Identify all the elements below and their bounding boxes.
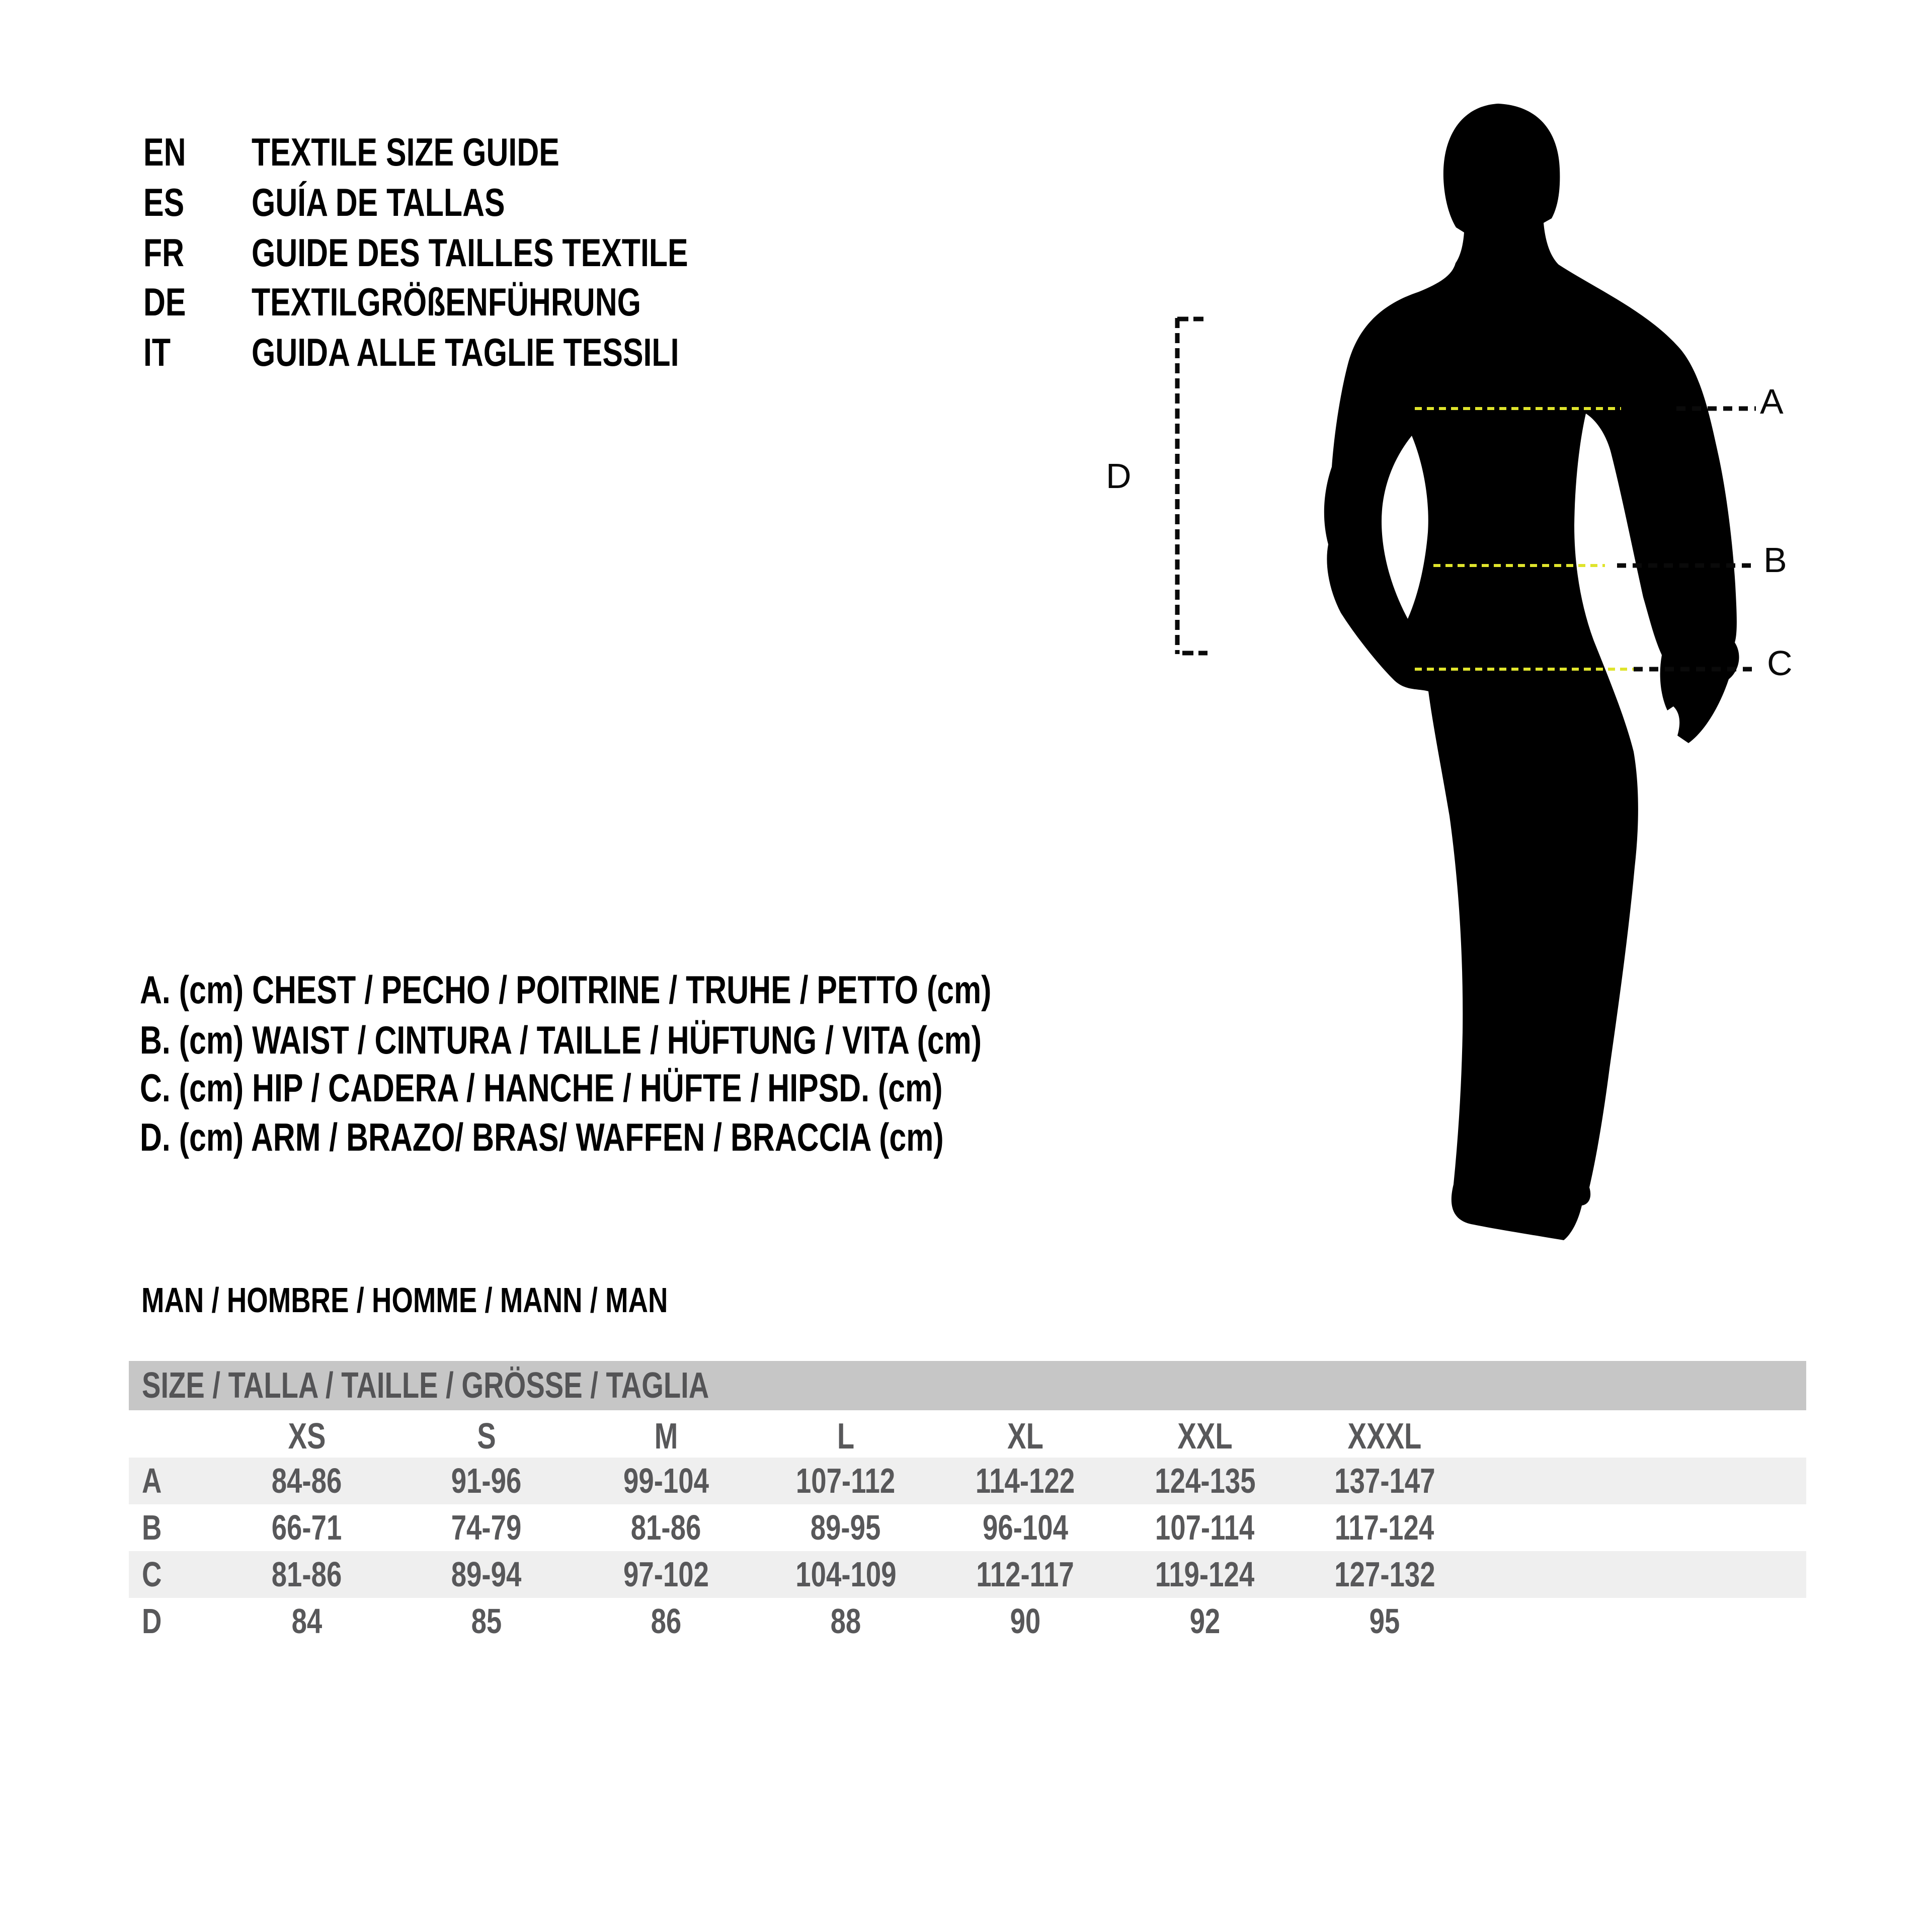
cell-d-m: 86	[651, 1601, 682, 1641]
cell-d-xxxl: 95	[1369, 1601, 1400, 1641]
cell-d-s: 85	[471, 1601, 502, 1641]
chest-label-a: A	[1760, 382, 1784, 421]
man-silhouette	[1324, 104, 1739, 1240]
size-table-header-bar	[129, 1361, 1806, 1410]
language-code: FR	[143, 230, 185, 275]
size-table-header-label: SIZE / TALLA / TAILLE / GRÖSSE / TAGLIA	[142, 1365, 709, 1406]
column-header-m: M	[654, 1416, 678, 1457]
table-row-hip	[129, 1551, 1806, 1598]
cell-d-xl: 90	[1010, 1601, 1041, 1641]
table-row-arm	[129, 1598, 1806, 1645]
measurement-line-waist: B. (cm) WAIST / CINTURA / TAILLE / HÜFTUNG / VITA (cm)	[140, 1018, 982, 1062]
language-row-en	[143, 132, 848, 172]
language-row-de	[143, 280, 848, 324]
language-code: EN	[143, 130, 186, 174]
cell-d-xxl: 92	[1189, 1601, 1221, 1641]
measurement-line-chest: A. (cm) CHEST / PECHO / POITRINE / TRUHE / PETTO (cm)	[140, 968, 992, 1012]
cell-c-xs: 81-86	[272, 1555, 342, 1594]
cell-a-m: 99-104	[623, 1461, 709, 1500]
cell-b-xxxl: 117-124	[1335, 1508, 1434, 1547]
measurement-line-hip: C. (cm) HIP / CADERA / HANCHE / HÜFTE / HIPSD. (cm)	[140, 1066, 943, 1110]
language-row-es	[143, 180, 848, 224]
cell-b-m: 81-86	[631, 1508, 701, 1547]
waist-label-b: B	[1763, 540, 1787, 580]
table-row-waist	[129, 1504, 1806, 1551]
language-guide-title: TEXTILE SIZE GUIDE	[252, 130, 559, 174]
column-header-l: L	[837, 1416, 855, 1457]
cell-d-l: 88	[830, 1601, 861, 1641]
cell-a-xl: 114-122	[976, 1461, 1075, 1500]
cell-b-xs: 66-71	[272, 1508, 342, 1547]
cell-d-xs: 84	[291, 1601, 323, 1641]
row-label: C	[142, 1555, 162, 1594]
size-column-headers	[0, 1416, 1932, 1457]
hip-label-c: C	[1767, 643, 1793, 683]
column-header-s: S	[477, 1416, 496, 1457]
table-row-chest	[129, 1458, 1806, 1504]
cell-c-xxxl: 127-132	[1334, 1555, 1435, 1594]
section-title-man: MAN / HOMBRE / HOMME / MANN / MAN	[141, 1280, 668, 1320]
row-label: D	[142, 1601, 162, 1641]
column-header-xl: XL	[1007, 1416, 1043, 1457]
cell-a-s: 91-96	[451, 1461, 522, 1500]
cell-a-xs: 84-86	[272, 1461, 342, 1500]
cell-c-l: 104-109	[795, 1555, 897, 1594]
cell-b-xl: 96-104	[982, 1508, 1069, 1547]
column-header-xxl: XXL	[1177, 1416, 1233, 1457]
cell-c-s: 89-94	[451, 1555, 522, 1594]
column-header-xxxl: XXXL	[1347, 1416, 1422, 1457]
arm-length-measure-line	[1177, 318, 1208, 654]
language-code: IT	[143, 330, 171, 374]
row-label: A	[142, 1461, 162, 1500]
language-row-fr	[143, 230, 848, 275]
cell-c-m: 97-102	[623, 1555, 709, 1594]
row-label: B	[142, 1508, 162, 1547]
cell-b-xxl: 107-114	[1155, 1508, 1255, 1547]
language-guide-title: GUIDE DES TAILLES TEXTILE	[252, 230, 688, 275]
arm-label-d: D	[1106, 456, 1132, 496]
cell-c-xl: 112-117	[976, 1555, 1075, 1594]
cell-a-l: 107-112	[796, 1461, 896, 1500]
cell-a-xxxl: 137-147	[1334, 1461, 1435, 1500]
cell-c-xxl: 119-124	[1155, 1555, 1255, 1594]
language-code: DE	[143, 280, 186, 324]
cell-b-l: 89-95	[811, 1508, 881, 1547]
measurement-line-arm: D. (cm) ARM / BRAZO/ BRAS/ WAFFEN / BRACCIA (cm)	[140, 1115, 944, 1159]
column-header-xs: XS	[288, 1416, 326, 1457]
language-code: ES	[143, 180, 185, 224]
language-guide-title: GUÍA DE TALLAS	[252, 180, 505, 224]
cell-a-xxl: 124-135	[1154, 1461, 1256, 1500]
cell-b-s: 74-79	[451, 1508, 522, 1547]
language-row-it	[143, 330, 848, 374]
language-guide-title: GUIDA ALLE TAGLIE TESSILI	[252, 330, 679, 374]
language-guide-title: TEXTILGRÖßENFÜHRUNG	[252, 280, 641, 324]
